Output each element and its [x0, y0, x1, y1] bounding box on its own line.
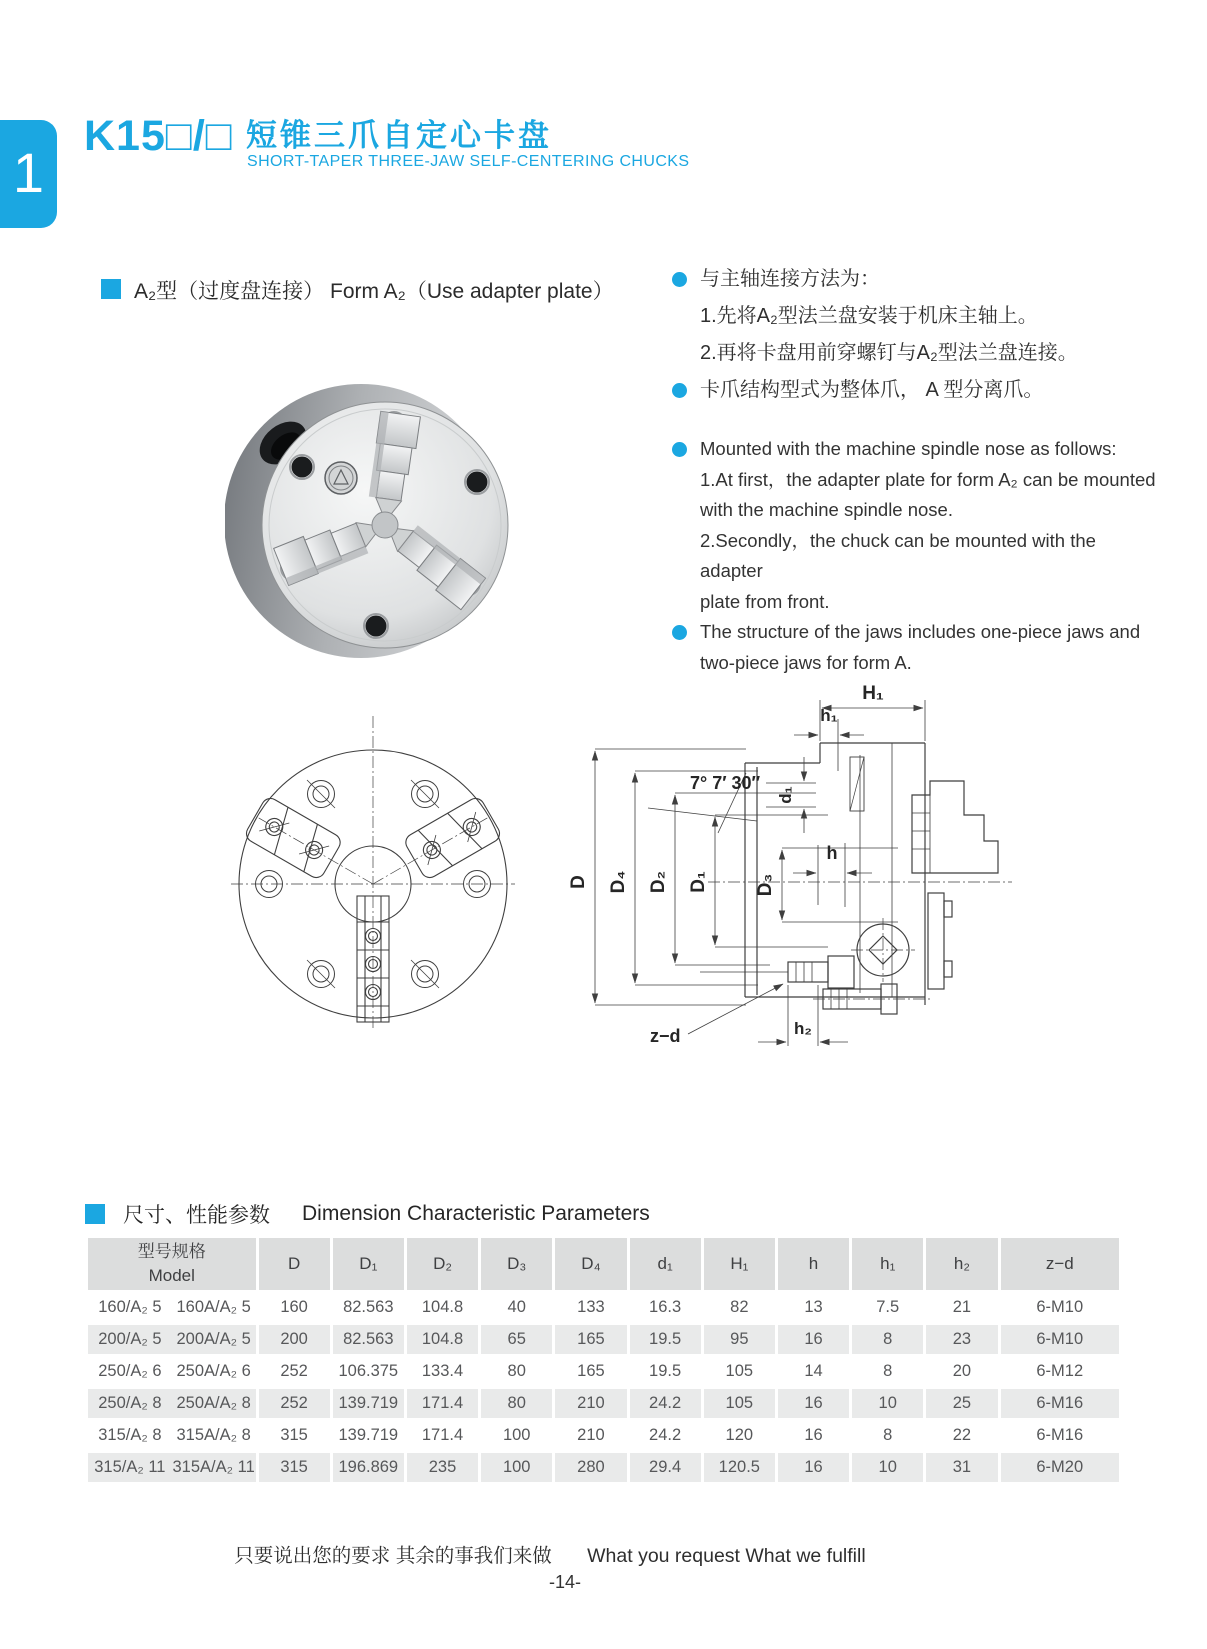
column-header-model — [88, 1238, 256, 1290]
note-text: The structure of the jaws includes one-piece jaws and — [700, 621, 1141, 642]
value-cell: 25 — [926, 1389, 997, 1418]
value-cell: 13 — [778, 1293, 849, 1322]
note-text: plate from front. — [700, 590, 830, 612]
section-marker-icon — [101, 279, 121, 299]
model-a: 160/A₂ 5 — [98, 1298, 162, 1316]
footer-slogan — [0, 1540, 1100, 1568]
value-cell: 6-M16 — [1001, 1389, 1119, 1418]
table-row — [88, 1325, 1119, 1354]
value-cell: 16 — [778, 1421, 849, 1450]
notes-chinese — [672, 261, 1157, 409]
value-cell: 6-M10 — [1001, 1293, 1119, 1322]
value-cell: 210 — [555, 1421, 626, 1450]
value-cell: 252 — [259, 1389, 330, 1418]
bullet-icon — [672, 442, 687, 457]
value-cell: 133 — [555, 1293, 626, 1322]
footer-slogan-cn: 只要说出您的要求 其余的事我们来做 — [234, 1545, 552, 1567]
parameters-table — [85, 1235, 1122, 1485]
model-a: 250/A₂ 8 — [98, 1394, 162, 1412]
value-cell: 8 — [852, 1357, 923, 1386]
value-cell: 315 — [259, 1421, 330, 1450]
model-cell — [88, 1357, 256, 1386]
label-D4: D₄ — [608, 870, 629, 894]
table-section-heading — [85, 1199, 650, 1229]
model-header-en: Model — [148, 1266, 195, 1285]
model-b: 160A/A₂ 5 — [176, 1298, 251, 1316]
label-D1: D₁ — [688, 871, 709, 893]
column-header-h1: h₁ — [852, 1238, 923, 1290]
column-header-D: D — [259, 1238, 330, 1290]
label-D2: D₂ — [648, 870, 669, 894]
label-D3: D₃ — [755, 873, 776, 897]
chapter-tab — [0, 120, 57, 228]
page-number: -14- — [548, 1572, 581, 1592]
note-line — [672, 526, 1157, 587]
model-code: K15□/□ — [84, 112, 233, 160]
value-cell: 105 — [704, 1389, 775, 1418]
column-header-d1: d₁ — [630, 1238, 701, 1290]
note-line — [672, 261, 1157, 298]
value-cell: 6-M10 — [1001, 1325, 1119, 1354]
label-h: h — [826, 843, 838, 863]
note-line — [672, 298, 1157, 335]
value-cell: 16 — [778, 1453, 849, 1482]
label-h1: h₁ — [820, 706, 838, 725]
value-cell: 82.563 — [333, 1325, 404, 1354]
value-cell: 19.5 — [630, 1325, 701, 1354]
value-cell: 252 — [259, 1357, 330, 1386]
table-title-cn: 尺寸、性能参数 — [123, 1204, 270, 1227]
model-cell — [88, 1293, 256, 1322]
label-h2: h₂ — [794, 1019, 812, 1038]
model-cell — [88, 1389, 256, 1418]
value-cell: 19.5 — [630, 1357, 701, 1386]
note-text: 卡爪结构型式为整体爪， A 型分离爪。 — [700, 379, 1044, 401]
value-cell: 16.3 — [630, 1293, 701, 1322]
value-cell: 14 — [778, 1357, 849, 1386]
column-header-H1: H₁ — [704, 1238, 775, 1290]
value-cell: 7.5 — [852, 1293, 923, 1322]
value-cell: 105 — [704, 1357, 775, 1386]
value-cell: 210 — [555, 1389, 626, 1418]
table-row — [88, 1453, 1119, 1482]
value-cell: 171.4 — [407, 1421, 478, 1450]
page-title-en: SHORT-TAPER THREE-JAW SELF-CENTERING CHUCKS — [247, 153, 690, 170]
parameters-table-wrapper — [85, 1235, 1122, 1485]
value-cell: 24.2 — [630, 1421, 701, 1450]
note-line — [672, 465, 1157, 496]
note-line — [672, 495, 1157, 526]
column-header-h: h — [778, 1238, 849, 1290]
note-text: two-piece jaws for form A. — [700, 651, 912, 673]
value-cell: 16 — [778, 1389, 849, 1418]
value-cell: 106.375 — [333, 1357, 404, 1386]
value-cell: 8 — [852, 1325, 923, 1354]
page-title-cn: 短锥三爪自定心卡盘 — [246, 118, 552, 153]
value-cell: 100 — [481, 1421, 552, 1450]
notes-english — [672, 434, 1157, 678]
model-b: 250A/A₂ 6 — [176, 1362, 251, 1380]
value-cell: 82.563 — [333, 1293, 404, 1322]
column-header-zd: z−d — [1001, 1238, 1119, 1290]
note-text: 1.先将A₂型法兰盘安装于机床主轴上。 — [700, 305, 1038, 327]
table-row — [88, 1389, 1119, 1418]
value-cell: 133.4 — [407, 1357, 478, 1386]
centerlines — [231, 716, 515, 1028]
column-header-h2: h₂ — [926, 1238, 997, 1290]
label-H1: H₁ — [862, 683, 884, 704]
table-row — [88, 1293, 1119, 1322]
value-cell: 120 — [704, 1421, 775, 1450]
value-cell: 6-M16 — [1001, 1421, 1119, 1450]
note-text: 2.Secondly，the chuck can be mounted with the adapter — [700, 529, 1096, 581]
column-header-D2: D₂ — [407, 1238, 478, 1290]
value-cell: 8 — [852, 1421, 923, 1450]
value-cell: 24.2 — [630, 1389, 701, 1418]
note-line — [672, 372, 1157, 409]
model-a: 315/A₂ 11 — [94, 1458, 166, 1476]
value-cell: 196.869 — [333, 1453, 404, 1482]
value-cell: 82 — [704, 1293, 775, 1322]
model-cell — [88, 1453, 256, 1482]
note-text: Mounted with the machine spindle nose as follows: — [700, 438, 1117, 459]
value-cell: 104.8 — [407, 1325, 478, 1354]
model-b: 315A/A₂ 8 — [176, 1426, 251, 1444]
model-b: 315A/A₂ 11 — [172, 1458, 255, 1476]
value-cell: 280 — [555, 1453, 626, 1482]
value-cell: 80 — [481, 1357, 552, 1386]
note-line — [672, 617, 1157, 648]
label-D: D — [568, 875, 589, 889]
note-line — [672, 434, 1157, 465]
model-cell — [88, 1421, 256, 1450]
model-a: 250/A₂ 6 — [98, 1362, 162, 1380]
note-text: with the machine spindle nose. — [700, 499, 953, 520]
model-header-cn: 型号规格 — [137, 1242, 206, 1261]
model-b: 200A/A₂ 5 — [176, 1330, 251, 1348]
value-cell: 21 — [926, 1293, 997, 1322]
front-view-drawing — [225, 700, 525, 1030]
footer-slogan-en: What you request What we fulfill — [587, 1545, 866, 1567]
model-cell — [88, 1325, 256, 1354]
value-cell: 6-M12 — [1001, 1357, 1119, 1386]
value-cell: 200 — [259, 1325, 330, 1354]
brand-stamp — [325, 462, 357, 494]
note-text: 2.再将卡盘用前穿螺钉与A₂型法兰盘连接。 — [700, 342, 1078, 364]
value-cell: 10 — [852, 1453, 923, 1482]
model-b: 250A/A₂ 8 — [176, 1394, 251, 1412]
dimension-lines — [595, 700, 925, 1046]
value-cell: 171.4 — [407, 1389, 478, 1418]
table-row — [88, 1357, 1119, 1386]
value-cell: 40 — [481, 1293, 552, 1322]
chapter-number: 1 — [12, 140, 45, 204]
value-cell: 95 — [704, 1325, 775, 1354]
column-header-D3: D₃ — [481, 1238, 552, 1290]
section-heading: A₂型（过度盘连接） Form A₂（Use adapter plate） — [134, 280, 614, 303]
value-cell: 139.719 — [333, 1421, 404, 1450]
bullet-icon — [672, 272, 687, 287]
value-cell: 16 — [778, 1325, 849, 1354]
value-cell: 165 — [555, 1325, 626, 1354]
value-cell: 165 — [555, 1357, 626, 1386]
column-header-D1: D₁ — [333, 1238, 404, 1290]
value-cell: 65 — [481, 1325, 552, 1354]
value-cell: 29.4 — [630, 1453, 701, 1482]
label-zd: z−d — [650, 1026, 681, 1046]
value-cell: 315 — [259, 1453, 330, 1482]
value-cell: 20 — [926, 1357, 997, 1386]
value-cell: 100 — [481, 1453, 552, 1482]
model-a: 200/A₂ 5 — [98, 1330, 162, 1348]
table-row — [88, 1421, 1119, 1450]
chuck-photo — [225, 375, 515, 670]
dimension-labels — [568, 683, 884, 1046]
value-cell: 31 — [926, 1453, 997, 1482]
value-cell: 22 — [926, 1421, 997, 1450]
value-cell: 160 — [259, 1293, 330, 1322]
value-cell: 120.5 — [704, 1453, 775, 1482]
bullet-icon — [672, 383, 687, 398]
label-angle: 7° 7′ 30″ — [690, 773, 761, 793]
value-cell: 80 — [481, 1389, 552, 1418]
note-text: 与主轴连接方法为： — [700, 268, 880, 290]
table-title-en: Dimension Characteristic Parameters — [302, 1202, 650, 1225]
column-header-D4: D₄ — [555, 1238, 626, 1290]
bullet-icon — [672, 625, 687, 640]
section-marker-icon — [85, 1204, 105, 1224]
note-line — [672, 587, 1157, 618]
value-cell: 104.8 — [407, 1293, 478, 1322]
value-cell: 10 — [852, 1389, 923, 1418]
value-cell: 139.719 — [333, 1389, 404, 1418]
note-line — [672, 335, 1157, 372]
model-a: 315/A₂ 8 — [98, 1426, 162, 1444]
value-cell: 23 — [926, 1325, 997, 1354]
value-cell: 235 — [407, 1453, 478, 1482]
value-cell: 6-M20 — [1001, 1453, 1119, 1482]
section-view-drawing — [560, 645, 1020, 1050]
label-d1: d₁ — [776, 786, 795, 804]
header-row — [88, 1238, 1119, 1290]
note-text: 1.At first，the adapter plate for form A₂ can be mounted — [700, 468, 1156, 490]
